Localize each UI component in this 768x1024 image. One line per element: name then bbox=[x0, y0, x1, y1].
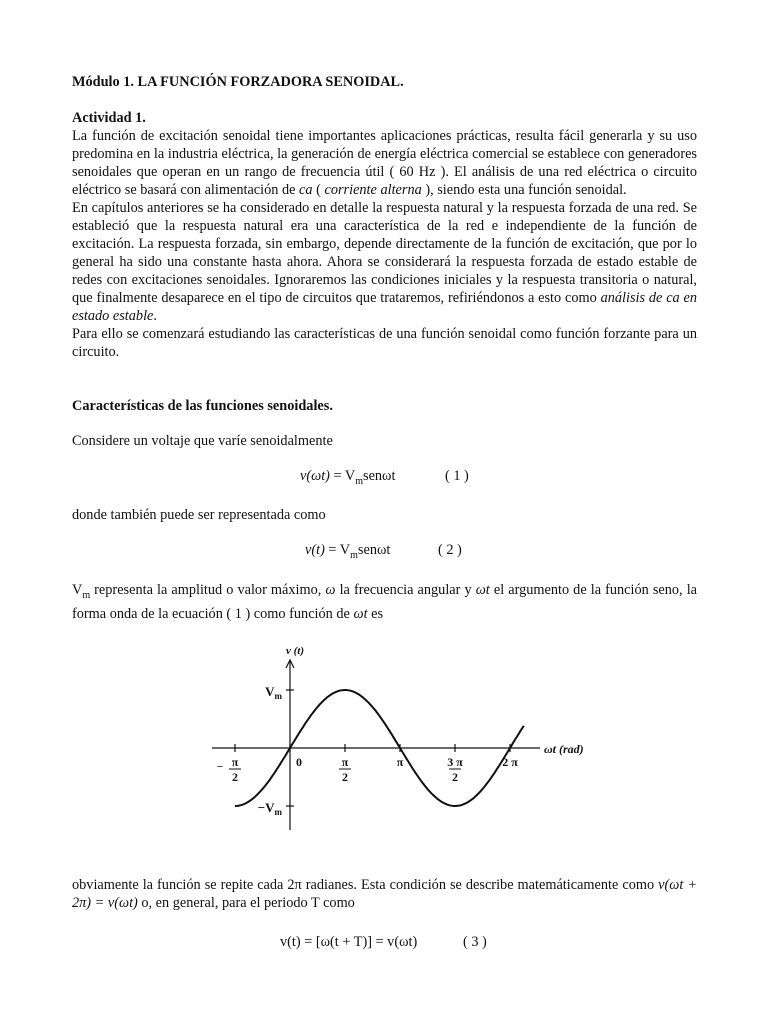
x-tick-label-5: 2 π bbox=[502, 755, 518, 769]
x-tick-label-3: π bbox=[396, 755, 404, 769]
consider-text: Considere un voltaje que varíe senoidalmente bbox=[72, 433, 333, 449]
x-tick-label-bottom-0: 2 bbox=[231, 770, 238, 784]
paragraph-2: En capítulos anteriores se ha considerado en detalle la respuesta natural y la respuesta forzada de una red. Se estableció que la respuesta natural era una característica de la red e independiente de la función de excitación. La respuesta forzada, sin embargo, depende directamente de la función de excitación, que por lo general ha sido una constante hasta ahora. Ahora se considerará la respuesta forzada de estado estable de redes con excitaciones senoidales. Ignoraremos las condiciones iniciales y la respuesta transitoria o natural, que finalmente desaparece en el tipo de circuitos que trataremos, refiriéndonos a esto como análisis de ca en estado estable. bbox=[72, 200, 697, 324]
paragraph-1: La función de excitación senoidal tiene importantes aplicaciones prácticas, resulta fácil generarla y su uso predomina en la industria eléctrica, la generación de energía eléctrica comercial se establece con generadores senoidales que operan en un rango de frecuencia útil ( 60 Hz ). El análisis de una red eléctrica o circuito eléctrico se basará con alimentación de ca ( corriente alterna ), siendo esta una función senoidal. bbox=[72, 128, 697, 198]
sine-wave-plot bbox=[200, 640, 600, 840]
x-tick-label-bottom-4: 2 bbox=[452, 770, 459, 784]
body-text bbox=[72, 127, 697, 361]
y-tick-label-0: $V_m$ bbox=[265, 684, 282, 701]
equation-1: $v(\omega t) = V_msen\omega t$ bbox=[300, 468, 396, 487]
y-axis-label: v (t) bbox=[285, 645, 305, 657]
paragraph-5: obviamente la función se repite cada 2π radianes. Esta condición se describe matemáticamente como v(ωt + 2π) = v(ωt) o, en general, para el periodo T como bbox=[72, 877, 697, 911]
x-tick-label-top-0: π bbox=[231, 755, 239, 769]
x-tick-label-top-2: π bbox=[341, 755, 349, 769]
equation-2-number: ( 2 ) bbox=[438, 542, 462, 558]
module-title: Módulo 1. LA FUNCIÓN FORZADORA SENOIDAL. bbox=[72, 74, 404, 90]
x-axis-label: ωt (rad) bbox=[544, 742, 584, 756]
x-tick-label-top-4: 3 π bbox=[447, 755, 463, 769]
plot-labels bbox=[217, 645, 584, 817]
section-heading: Características de las funciones senoidales. bbox=[72, 398, 333, 414]
eq2-intro: donde también puede ser representada como bbox=[72, 507, 326, 523]
activity-heading: Actividad 1. bbox=[72, 110, 146, 126]
paragraph-3: Para ello se comenzará estudiando las características de una función senoidal como función forzante para un circuito. bbox=[72, 326, 697, 360]
equation-2: $v(t) = V_msen\omega t$ bbox=[305, 542, 391, 561]
y-tick-label-1: $-V_m$ bbox=[257, 800, 282, 817]
x-tick-label-1: 0 bbox=[296, 755, 302, 769]
equation-3-number: ( 3 ) bbox=[463, 934, 487, 950]
equation-3: v(t) = [ω(t + T)] = v(ωt) bbox=[280, 934, 418, 950]
paragraph-4: $V_m$ representa la amplitud o valor máximo, ω la frecuencia angular y ωt el argumento de la función seno, la forma onda de la ecuación ( 1 ) como función de ωt es bbox=[72, 582, 698, 622]
equation-1-number: ( 1 ) bbox=[445, 468, 469, 484]
x-tick-label-bottom-2: 2 bbox=[342, 770, 349, 784]
x-tick-label-prefix-0: − bbox=[216, 761, 223, 773]
